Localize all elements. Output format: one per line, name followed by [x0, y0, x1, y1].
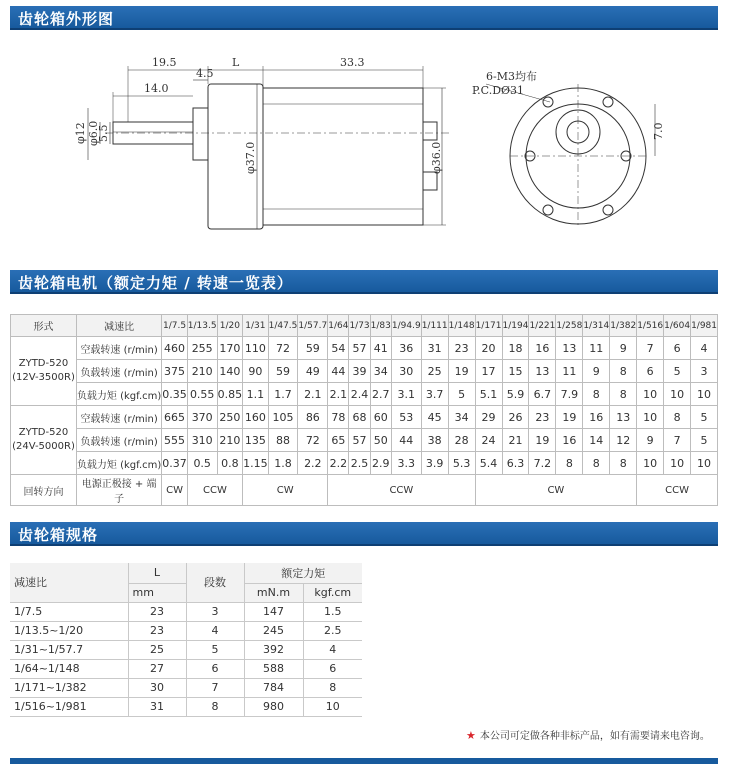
direction-row: 回转方向 电源正极接 + 端子 CW CCW CW CCW CW CCW — [11, 475, 718, 506]
ratio: 1/13.5 — [187, 315, 217, 337]
section-banner-spec — [10, 522, 718, 546]
ratio: 1/148 — [448, 315, 475, 337]
ratio: 1/194 — [502, 315, 529, 337]
model-24v: ZYTD-520 (24V-5000R) — [11, 406, 77, 475]
dim-phi37: φ37.0 — [244, 141, 257, 174]
gearbox-spec-table — [10, 563, 362, 717]
section-title: 齿轮箱规格 — [18, 526, 99, 544]
row-label: 负载转速 (r/min) — [76, 360, 161, 383]
unit-mm: mm — [128, 583, 186, 602]
gearbox-outline-drawing — [10, 44, 718, 254]
ratio: 1/64 — [328, 315, 349, 337]
spec-row: 1/171~1/382 30 7 784 8 — [10, 678, 362, 697]
row-label: 负载转速 (r/min) — [76, 429, 161, 452]
spec-col-torque: 额定力矩 — [244, 563, 362, 583]
shaft-collar — [193, 108, 208, 160]
table-row: 负载力矩 (kgf.cm) 0.37 0.5 0.8 1.15 1.8 2.2 2.2 2.5 2.9 3.3 3.9 5.3 5.4 6.3 7.2 8 8 8 10 10 10 — [11, 452, 718, 475]
table-row: 负载转速 (r/min) 375 210 140 90 59 49 44 39 34 30 25 19 17 15 13 11 9 8 6 5 3 — [11, 360, 718, 383]
table-header-row — [11, 315, 718, 337]
front-view — [486, 84, 655, 228]
star-icon: ★ — [466, 729, 476, 742]
pcd-note: P.C.DØ31 — [472, 84, 525, 97]
ratio: 1/47.5 — [268, 315, 298, 337]
ratio: 1/7.5 — [162, 315, 188, 337]
spec-row: 1/7.5 23 3 147 1.5 — [10, 602, 362, 621]
dim-14-0: 14.0 — [144, 82, 169, 95]
ratio: 1/981 — [691, 315, 718, 337]
section-banner-table — [10, 270, 718, 294]
ratio: 1/382 — [610, 315, 637, 337]
spec-row: 1/516~1/981 31 8 980 10 — [10, 697, 362, 716]
row-label: 负载力矩 (kgf.cm) — [76, 383, 161, 406]
spec-col-stage: 段数 — [186, 563, 244, 602]
ratio: 1/94.9 — [391, 315, 421, 337]
dim-phi36: φ36.0 — [430, 141, 443, 174]
row-label: 空载转速 (r/min) — [76, 337, 161, 360]
spec-col-L: L — [128, 563, 186, 583]
table-row: ZYTD-520 (24V-5000R) 空载转速 (r/min) 665 370 250 160 105 86 78 68 60 53 45 34 29 26 23 19 16 13 10 8 5 — [11, 406, 718, 429]
ratio: 1/57.7 — [298, 315, 328, 337]
direction-note: 电源正极接 + 端子 — [76, 475, 161, 506]
spec-row: 1/13.5~1/20 23 4 245 2.5 — [10, 621, 362, 640]
hole-note: 6-M3均布 — [486, 70, 537, 83]
dim-5-5: 5.5 — [97, 124, 110, 142]
dim-19-5: 19.5 — [152, 56, 177, 69]
spec-header-row — [10, 563, 362, 583]
ratio: 1/604 — [664, 315, 691, 337]
dim-phi6: φ6.0 — [87, 120, 100, 146]
ratio: 1/314 — [583, 315, 610, 337]
row-label: 负载力矩 (kgf.cm) — [76, 452, 161, 475]
ratio: 1/73 — [349, 315, 370, 337]
spec-row: 1/31~1/57.7 25 5 392 4 — [10, 640, 362, 659]
col-form: 形式 — [11, 315, 77, 337]
ratio: 1/221 — [529, 315, 556, 337]
ratio: 1/171 — [475, 315, 502, 337]
dim-phi12: φ12 — [74, 122, 87, 144]
motor-body — [263, 88, 423, 225]
spec-row: 1/64~1/148 27 6 588 6 — [10, 659, 362, 678]
unit-kgf: kgf.cm — [303, 583, 362, 602]
direction-label: 回转方向 — [11, 475, 77, 506]
ratio: 1/83 — [370, 315, 391, 337]
table-row: 负载力矩 (kgf.cm) 0.35 0.55 0.85 1.1 1.7 2.1 2.1 2.4 2.7 3.1 3.7 5 5.1 5.9 6.7 7.9 8 8 10 10 10 — [11, 383, 718, 406]
ratio: 1/258 — [556, 315, 583, 337]
speed-torque-table — [10, 314, 718, 506]
dim-4-5: 4.5 — [196, 67, 214, 80]
footer-bar — [10, 758, 718, 764]
ratio: 1/20 — [217, 315, 243, 337]
table-row: ZYTD-520 (12V-3500R) 空载转速 (r/min) 460 255 170 110 72 59 54 57 41 36 31 23 20 18 16 13 11 9 7 6 4 — [11, 337, 718, 360]
note-text: 本公司可定做各种非标产品，如有需要请来电咨询。 — [479, 731, 710, 742]
ratio: 1/31 — [243, 315, 269, 337]
section-title: 齿轮箱外形图 — [18, 10, 115, 28]
ratio: 1/111 — [421, 315, 448, 337]
unit-mnm: mN.m — [244, 583, 303, 602]
table-row: 负载转速 (r/min) 555 310 210 135 88 72 65 57 50 44 38 28 24 21 19 16 14 12 9 7 5 — [11, 429, 718, 452]
section-title: 齿轮箱电机（额定力矩 / 转速一览表） — [18, 274, 293, 292]
spec-col-ratio: 减速比 — [10, 563, 128, 602]
section-banner-outline — [10, 6, 718, 30]
col-ratio: 减速比 — [76, 315, 161, 337]
ratio: 1/516 — [637, 315, 664, 337]
model-12v: ZYTD-520 (12V-3500R) — [11, 337, 77, 406]
dim-L: L — [232, 56, 240, 69]
dim-7-0: 7.0 — [652, 122, 665, 140]
row-label: 空载转速 (r/min) — [76, 406, 161, 429]
custom-order-note — [466, 727, 710, 742]
dim-33-3: 33.3 — [340, 56, 365, 69]
